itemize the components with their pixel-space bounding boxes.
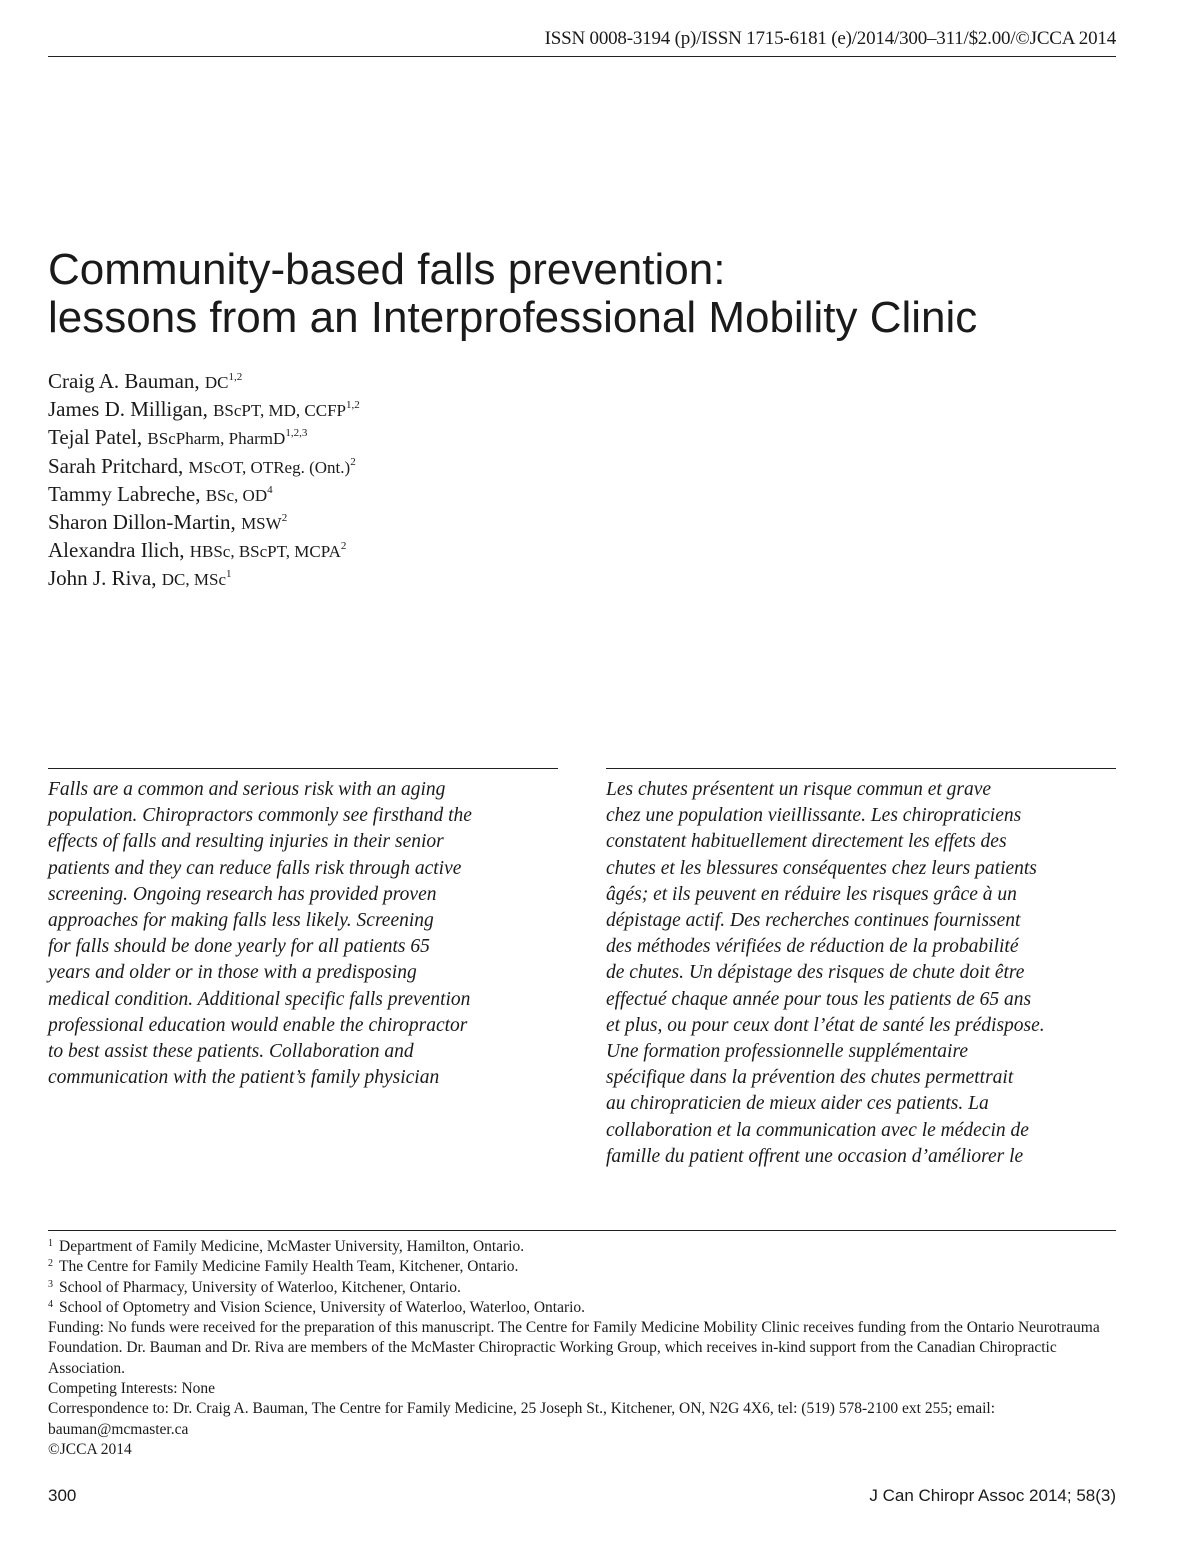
author-credentials: BScPT, MD, CCFP bbox=[213, 401, 346, 421]
journal-citation: J Can Chiropr Assoc 2014; 58(3) bbox=[869, 1486, 1116, 1505]
abstract-en-line: effects of falls and resulting injuries in their senior bbox=[48, 831, 444, 853]
header-rule bbox=[48, 56, 1116, 57]
footnote-number: 1 bbox=[48, 1238, 53, 1249]
abstract-fr-line: et plus, ou pour ceux dont l’état de santé les prédispose. bbox=[606, 1014, 1045, 1036]
footnotes bbox=[48, 1230, 1116, 1460]
author-name: Craig A. Bauman, bbox=[48, 369, 205, 393]
footnote-text: School of Pharmacy, University of Waterloo, Kitchener, Ontario. bbox=[59, 1278, 461, 1296]
author-affiliation: 2 bbox=[281, 512, 288, 525]
abstract-en-line: medical condition. Additional specific falls prevention bbox=[48, 988, 471, 1010]
abstract-en-line: approaches for making falls less likely. Screening bbox=[48, 910, 434, 932]
affiliation-footnote bbox=[48, 1257, 1116, 1277]
author-entry bbox=[48, 565, 748, 593]
abstract-fr-line: chez une population vieillissante. Les chiropraticiens bbox=[606, 805, 1022, 827]
abstract-fr-line: Une formation professionnelle supplémentaire bbox=[606, 1041, 968, 1063]
abstract-en-line: for falls should be done yearly for all patients 65 bbox=[48, 936, 430, 958]
author-entry bbox=[48, 368, 748, 396]
author-affiliation: 1,2,3 bbox=[285, 427, 308, 440]
article-title bbox=[48, 246, 1148, 342]
title-line-2: lessons from an Interprofessional Mobility Clinic bbox=[48, 293, 978, 342]
footnote-number: 2 bbox=[48, 1258, 53, 1270]
abstract-fr-line: effectué chaque année pour tous les patients de 65 ans bbox=[606, 988, 1032, 1010]
author-credentials: MScOT, OTReg. (Ont.) bbox=[188, 457, 351, 477]
correspondence-note: Correspondence to: Dr. Craig A. Bauman, The Centre for Family Medicine, 25 Joseph St., Kitchener, ON, N2G 4X6, tel: (519) 578-2100 ext 255; email: bauman@mcmaster.ca bbox=[48, 1400, 995, 1438]
copyright-note: ©JCCA 2014 bbox=[48, 1440, 132, 1458]
abstract-en-line: patients and they can reduce falls risk through active bbox=[48, 857, 462, 879]
competing-interests: Competing Interests: None bbox=[48, 1380, 216, 1398]
author-credentials: DC, MSc bbox=[161, 570, 226, 590]
author-name: Sarah Pritchard, bbox=[48, 453, 189, 478]
author-credentials: BSc, OD bbox=[205, 485, 268, 505]
author-entry bbox=[48, 509, 748, 537]
abstract-fr-line: des méthodes vérifiées de réduction de la probabilité bbox=[606, 936, 1019, 958]
abstract-fr-line: spécifique dans la prévention des chutes permettrait bbox=[606, 1067, 1014, 1089]
author-affiliation: 1,2 bbox=[345, 399, 360, 412]
author-entry bbox=[48, 537, 748, 565]
abstract-fr-line: de chutes. Un dépistage des risques de chute doit être bbox=[606, 962, 1025, 984]
author-name: Alexandra Ilich, bbox=[48, 538, 190, 563]
abstract-fr-line: âgés; et ils peuvent en réduire les risques grâce à un bbox=[606, 883, 1017, 905]
footnote-text: School of Optometry and Vision Science, University of Waterloo, Waterloo, Ontario. bbox=[59, 1298, 586, 1316]
author-entry bbox=[48, 453, 748, 481]
title-line-1: Community-based falls prevention: bbox=[48, 245, 726, 294]
author-credentials: DC bbox=[204, 373, 229, 392]
author-credentials: MSW bbox=[241, 514, 282, 534]
abstract-en-line: years and older or in those with a predisposing bbox=[48, 962, 417, 984]
author-name: Tejal Patel, bbox=[48, 425, 148, 450]
author-name: James D. Milligan, bbox=[48, 397, 214, 422]
author-list bbox=[48, 368, 748, 594]
affiliation-footnote bbox=[48, 1237, 1116, 1257]
affiliation-footnote bbox=[48, 1298, 1116, 1318]
abstract-en-line: to best assist these patients. Collaboration and bbox=[48, 1041, 414, 1063]
abstract-en-line: population. Chiropractors commonly see firsthand the bbox=[48, 805, 472, 827]
abstract-fr-line: constatent habituellement directement les effets des bbox=[606, 831, 1007, 853]
abstract-fr-line: chutes et les blessures conséquentes chez leurs patients bbox=[606, 857, 1037, 879]
abstract-en-line: communication with the patient’s family physician bbox=[48, 1067, 440, 1089]
abstract-english bbox=[48, 768, 558, 1091]
abstract-en-line: professional education would enable the chiropractor bbox=[48, 1014, 468, 1036]
footnote-number: 3 bbox=[48, 1278, 53, 1290]
funding-note: Funding: No funds were received for the preparation of this manuscript. The Centre for Family Medicine Mobility Clinic receives funding from the Ontario Neurotrauma Foundation. Dr. Bauman and Dr. Riva are members of the McMaster Chiropractic Working Group, which receives in-kind support from the Canadian Chiropractic Association. bbox=[48, 1319, 1100, 1377]
author-entry bbox=[48, 396, 748, 424]
author-affiliation: 1,2 bbox=[228, 371, 243, 383]
abstract-en-line: screening. Ongoing research has provided proven bbox=[48, 883, 437, 905]
abstract-fr-line: au chiropraticien de mieux aider ces patients. La bbox=[606, 1093, 989, 1115]
issn-header: ISSN 0008-3194 (p)/ISSN 1715-6181 (e)/2014/300–311/$2.00/©JCCA 2014 bbox=[544, 28, 1116, 49]
author-credentials: HBSc, BScPT, MCPA bbox=[189, 542, 341, 562]
author-affiliation: 4 bbox=[267, 483, 273, 496]
abstract-en-line: Falls are a common and serious risk with an aging bbox=[48, 779, 446, 800]
author-entry bbox=[48, 424, 748, 452]
author-affiliation: 2 bbox=[340, 540, 347, 553]
footnote-number: 4 bbox=[48, 1298, 53, 1310]
abstract-fr-line: famille du patient offrent une occasion d’améliorer le bbox=[606, 1145, 1024, 1167]
abstract-fr-line: Les chutes présentent un risque commun et grave bbox=[606, 779, 992, 800]
footnote-text: The Centre for Family Medicine Family Health Team, Kitchener, Ontario. bbox=[59, 1258, 519, 1276]
author-name: Tammy Labreche, bbox=[48, 481, 206, 506]
footnote-text: Department of Family Medicine, McMaster University, Hamilton, Ontario. bbox=[59, 1238, 525, 1255]
author-affiliation: 2 bbox=[350, 455, 356, 468]
author-name: John J. Riva, bbox=[48, 566, 162, 591]
author-name: Sharon Dillon-Martin, bbox=[48, 510, 242, 535]
author-credentials: BScPharm, PharmD bbox=[147, 429, 286, 449]
affiliation-footnote bbox=[48, 1278, 1116, 1298]
author-entry bbox=[48, 481, 748, 509]
author-affiliation: 1 bbox=[226, 568, 232, 581]
abstract-french bbox=[606, 768, 1116, 1170]
page-number: 300 bbox=[48, 1486, 77, 1505]
abstract-fr-line: collaboration et la communication avec le médecin de bbox=[606, 1119, 1029, 1141]
abstract-fr-line: dépistage actif. Des recherches continues fournissent bbox=[606, 910, 1021, 932]
